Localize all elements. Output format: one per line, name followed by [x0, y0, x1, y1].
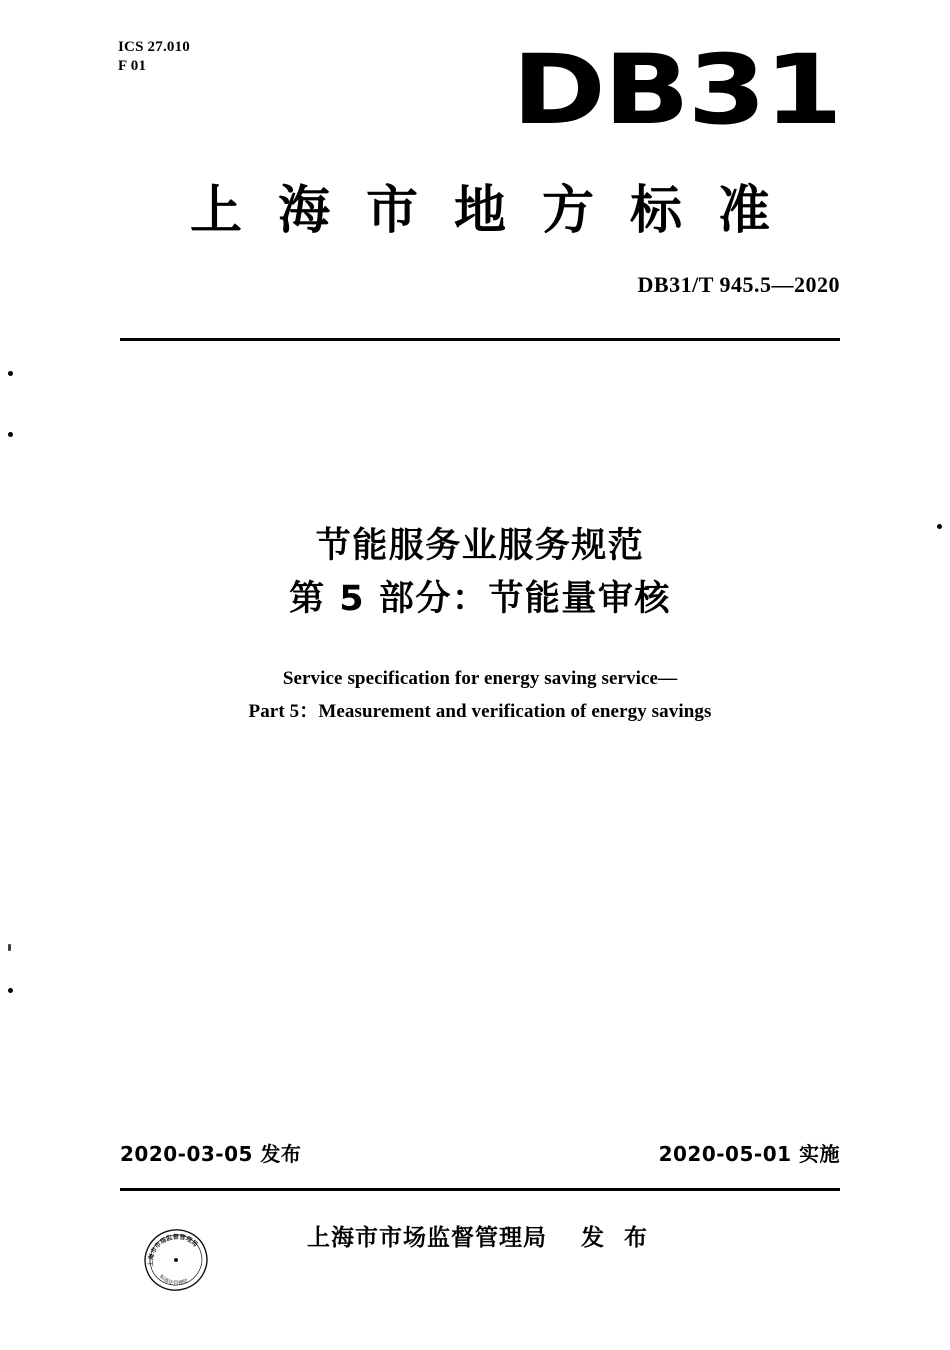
publisher-line: [120, 1219, 840, 1252]
issue-date: 2020-03-05 发布: [120, 1142, 302, 1166]
divider-bottom: [120, 1188, 840, 1191]
effective-date: 2020-05-01 实施: [658, 1142, 840, 1166]
document-title-en-line2: Part 5：Measurement and verification of energy savings: [248, 701, 712, 723]
publisher-name: 上海市市场监督管理局: [306, 1225, 547, 1251]
ics-code: ICS 27.010: [118, 39, 191, 55]
divider-top: [120, 338, 840, 341]
document-title-en-line1: Service specification for energy saving service—: [282, 668, 678, 689]
margin-tick: [8, 944, 11, 951]
standard-number: DB31/T 945.5—2020: [637, 272, 840, 297]
document-title-en: [120, 662, 840, 729]
margin-tick: [8, 988, 13, 993]
document-title-cn-line2: 第 5 部分：节能量审核: [289, 579, 671, 620]
document-title-cn: [120, 520, 840, 626]
margin-tick: [8, 432, 13, 437]
svg-text:上海市市场监督管理局: 上海市市场监督管理局: [147, 1233, 199, 1267]
official-seal-stamp: [138, 1222, 214, 1298]
db31-logo: DB31: [511, 34, 840, 146]
publish-verb: 发 布: [580, 1225, 653, 1251]
svg-text:标准化管理处: 标准化管理处: [157, 1273, 190, 1287]
classification-codes: [118, 38, 190, 76]
standard-category-title: 上海市地方标准: [189, 181, 806, 241]
margin-tick-right: [937, 524, 942, 529]
margin-tick: [8, 371, 13, 376]
document-title-cn-line1: 节能服务业服务规范: [315, 526, 645, 566]
classification-code: F 01: [118, 57, 147, 74]
